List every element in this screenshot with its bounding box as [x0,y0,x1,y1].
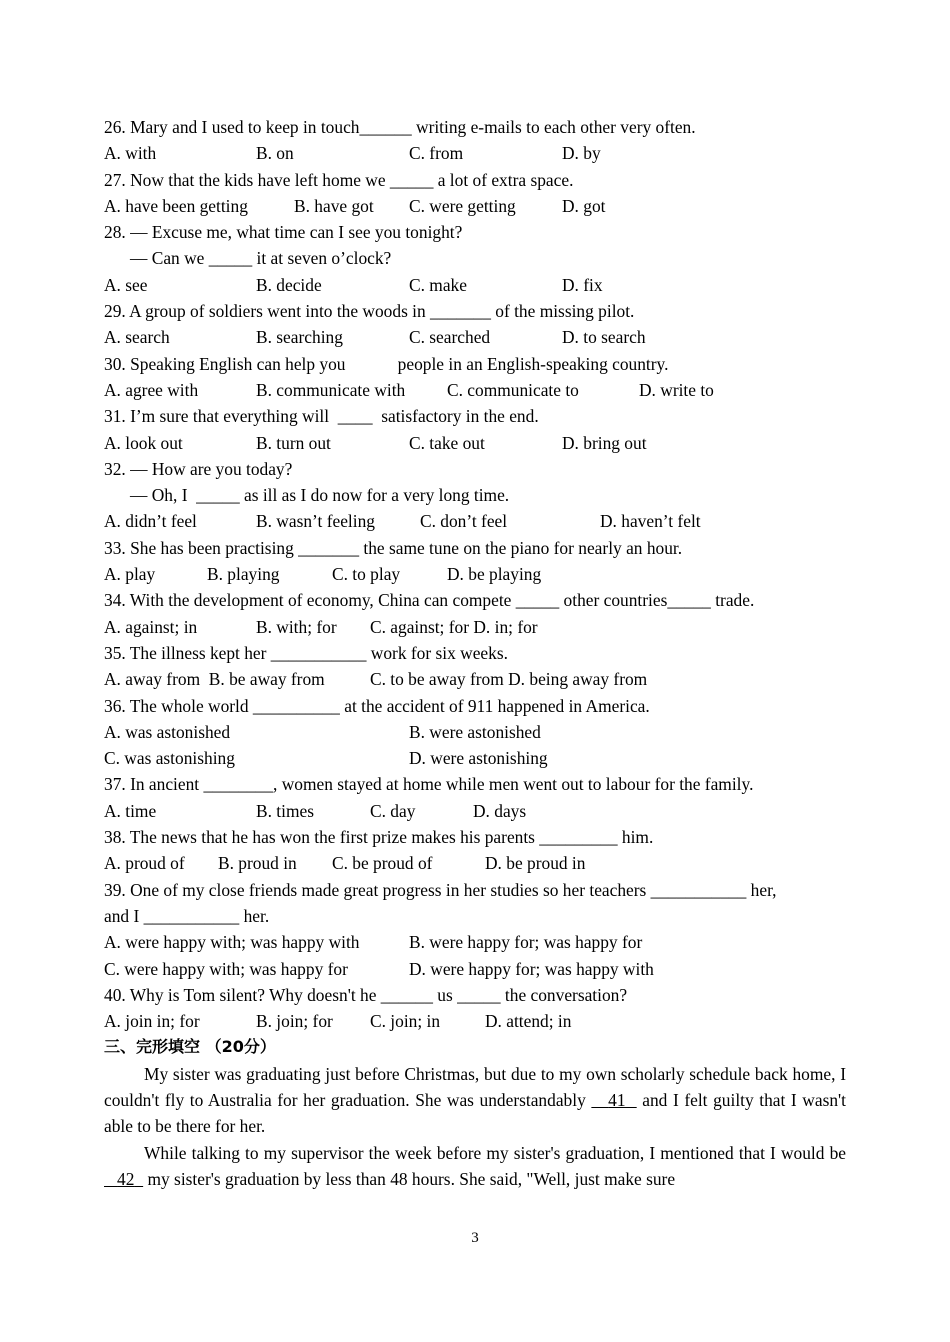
question-39-options-cd [104,956,846,982]
question-38-stem: 38. The news that he has won the first prize makes his parents _________ him. [104,827,654,848]
question-28-stem-reply: — Can we _____ it at seven o’clock? [130,248,392,269]
question-28-options [104,272,846,298]
blank-number: 42 [117,1168,135,1189]
question-34-stem: 34. With the development of economy, China can compete _____ other countries_____ trade. [104,590,755,611]
question-31-options [104,430,846,456]
question-33-stem: 33. She has been practising _______ the same tune on the piano for nearly an hour. [104,537,683,558]
question-33-options [104,561,846,587]
option-d[interactable]: D. bring out [562,432,647,453]
question-30-stem: 30. Speaking English can help you people in an English-speaking country. [104,353,669,374]
question-40-options [104,1008,846,1034]
option-b[interactable]: B. join; for [256,1011,333,1032]
option-d[interactable]: D. were happy for; was happy with [409,958,654,979]
cloze-text: my sister's graduation by less than 48 hours. She said, "Well, just make sure [143,1168,676,1189]
question-29-stem: 29. A group of soldiers went into the woods in _______ of the missing pilot. [104,301,635,322]
option-c[interactable]: C. were happy with; was happy for [104,958,348,979]
question-37-options [104,798,846,824]
cloze-text: My sister was graduating just before Christmas, but due to my own scholarly schedule back home, I couldn't fly to Australia for her graduation. She was understandably [104,1063,846,1110]
question-26-options [104,140,846,166]
question-26-stem: 26. Mary and I used to keep in touch______ writing e-mails to each other very often. [104,117,696,137]
option-c[interactable]: C. be proud of [332,853,433,874]
option-b[interactable]: B. proud in [218,853,297,874]
option-c-d[interactable]: C. against; for D. in; for [370,616,538,637]
option-c[interactable]: C. day [370,800,416,821]
option-b[interactable]: B. communicate with [256,379,406,400]
option-a[interactable]: A. didn’t feel [104,511,197,532]
question-32-stem-reply: — Oh, I _____ as ill as I do now for a very long time. [130,485,510,506]
question-36-stem: 36. The whole world __________ at the accident of 911 happened in America. [104,695,650,716]
question-27-options [104,193,846,219]
option-d[interactable]: D. days [473,800,527,821]
option-c[interactable]: C. searched [409,327,491,348]
question-39-stem: 39. One of my close friends made great progress in her studies so her teachers ___________ her, [104,879,777,900]
option-a[interactable]: A. see [104,274,148,295]
option-a[interactable]: A. time [104,800,157,821]
question-31-stem: 31. I’m sure that everything will ____ satisfactory in the end. [104,406,539,427]
question-29-options [104,324,846,350]
cloze-text: and I felt guilty that I wasn't able to be there for her. [104,1089,847,1137]
option-b[interactable]: B. wasn’t feeling [256,511,375,532]
option-b[interactable]: B. searching [256,327,343,348]
question-37-stem: 37. In ancient ________, women stayed at home while men went out to labour for the family. [104,774,754,795]
cloze-blank-42[interactable] [104,1169,143,1189]
option-c[interactable]: C. from [409,143,464,164]
question-40-stem: 40. Why is Tom silent? Why doesn't he ______ us _____ the conversation? [104,984,628,1005]
option-b[interactable]: B. turn out [256,432,331,453]
option-a[interactable]: A. against; in [104,616,198,637]
option-c[interactable]: C. communicate to [447,379,579,400]
option-a[interactable]: A. play [104,564,156,585]
question-28-stem: 28. — Excuse me, what time can I see you tonight? [104,222,463,243]
option-c[interactable]: C. take out [409,432,485,453]
option-c[interactable]: C. was astonishing [104,748,235,769]
option-c[interactable]: C. join; in [370,1011,441,1032]
option-b[interactable]: B. decide [256,274,322,295]
option-d[interactable]: D. be proud in [485,853,586,874]
cloze-blank-41[interactable] [591,1090,636,1110]
question-27-stem: 27. Now that the kids have left home we _____ a lot of extra space. [104,169,574,190]
option-b[interactable]: B. with; for [256,616,337,637]
question-32-options [104,508,846,534]
option-a[interactable]: A. look out [104,432,183,453]
question-36-options-ab [104,719,846,745]
question-30-options [104,377,846,403]
option-d[interactable]: D. write to [639,379,714,400]
option-b[interactable]: B. were astonished [409,721,541,742]
question-38-options [104,850,846,876]
option-d[interactable]: D. fix [562,274,603,295]
page-number: 3 [471,1230,479,1246]
option-c[interactable]: C. don’t feel [420,511,508,532]
cloze-paragraph-1 [104,1061,846,1140]
option-b[interactable]: B. were happy for; was happy for [409,932,643,953]
option-d[interactable]: D. to search [562,327,646,348]
option-d[interactable]: D. got [562,195,606,216]
option-b[interactable]: B. playing [207,564,280,585]
option-a[interactable]: A. with [104,143,157,164]
cloze-text: While talking to my supervisor the week before my sister's graduation, I mentioned that I would be [144,1142,846,1163]
option-d[interactable]: D. were astonishing [409,748,548,769]
option-b[interactable]: B. on [256,143,294,164]
option-c[interactable]: C. were getting [409,195,516,216]
option-d[interactable]: D. haven’t felt [600,511,701,532]
option-a[interactable]: A. join in; for [104,1011,200,1032]
option-a[interactable]: A. were happy with; was happy with [104,932,360,953]
section-heading: 三、完形填空 （20分） [104,1037,276,1057]
option-b[interactable]: B. times [256,800,314,821]
option-d[interactable]: D. be playing [447,564,542,585]
option-d[interactable]: D. by [562,143,601,164]
question-34-options [104,614,846,640]
question-35-stem: 35. The illness kept her ___________ work for six weeks. [104,642,508,663]
blank-number: 41 [608,1089,626,1110]
option-a-b[interactable]: A. away from B. be away from [104,669,325,690]
option-c[interactable]: C. make [409,274,467,295]
option-d[interactable]: D. attend; in [485,1011,572,1032]
option-a[interactable]: A. search [104,327,170,348]
option-a[interactable]: A. was astonished [104,721,231,742]
question-32-stem: 32. — How are you today? [104,458,293,479]
cloze-paragraph-2 [104,1140,846,1193]
option-b[interactable]: B. have got [294,195,374,216]
question-35-options [104,666,846,692]
option-c-d[interactable]: C. to be away from D. being away from [370,669,648,690]
question-36-options-cd [104,745,846,771]
option-a[interactable]: A. agree with [104,379,199,400]
question-39-stem-cont: and I ___________ her. [104,905,270,926]
question-39-options-ab [104,929,846,955]
option-a[interactable]: A. proud of [104,853,185,874]
option-c[interactable]: C. to play [332,564,401,585]
option-a[interactable]: A. have been getting [104,195,248,216]
page-content [104,114,846,1192]
